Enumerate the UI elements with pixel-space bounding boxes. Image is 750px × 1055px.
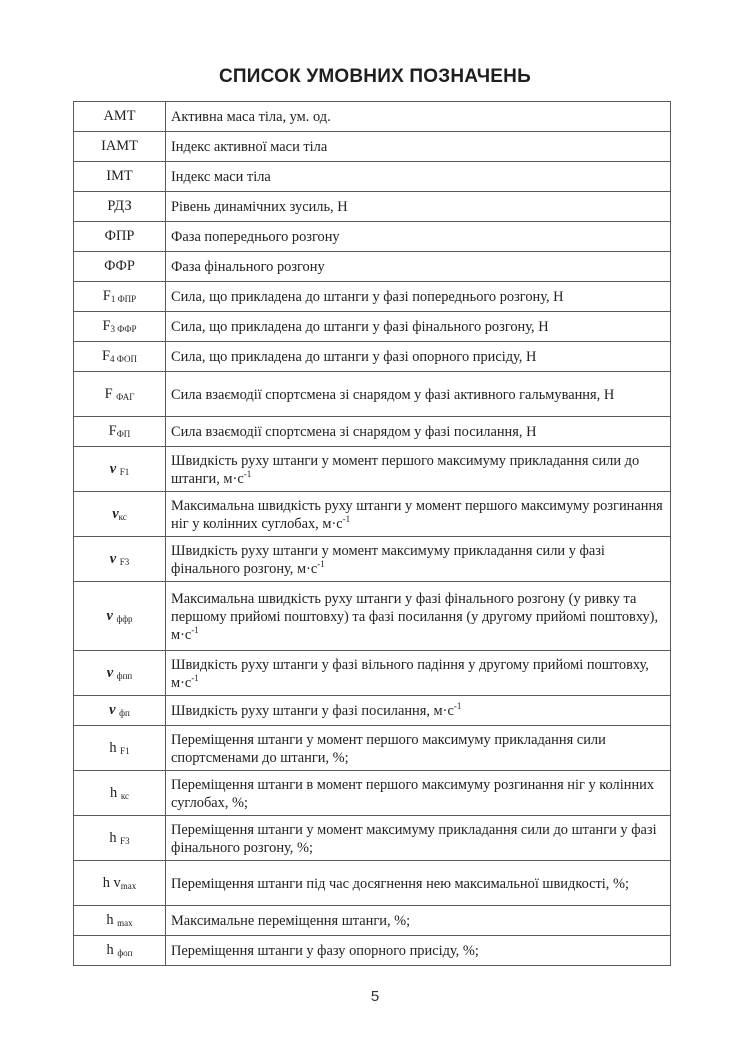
description-cell (166, 252, 671, 282)
symbol-cell (74, 417, 166, 447)
description-text: Рівень динамічних зусиль, Н (171, 199, 348, 215)
symbol-cell (74, 132, 166, 162)
description-text: Фаза попереднього розгону (171, 229, 340, 245)
symbol-cell (74, 447, 166, 492)
symbol-text: h (106, 912, 118, 928)
symbol-text: F (102, 318, 111, 334)
symbol-cell (74, 102, 166, 132)
symbol-text: ФПР (104, 228, 135, 244)
table-row (74, 582, 671, 651)
symbol-text: ФФР (104, 258, 135, 274)
table-row (74, 816, 671, 861)
unit-superscript: -1 (191, 672, 199, 683)
table-row (74, 102, 671, 132)
table-row (74, 417, 671, 447)
description-cell (166, 771, 671, 816)
description-text: Переміщення штанги у момент першого максимуму прикладання сили спортсменами до штанги, %; (171, 731, 606, 766)
symbol-subscript: F1 (119, 466, 130, 477)
description-text: Фаза фінального розгону (171, 259, 325, 275)
description-cell (166, 312, 671, 342)
description-text: Сила, що прикладена до штанги у фазі опорного присіду, Н (171, 349, 537, 365)
description-text: Сила, що прикладена до штанги у фазі фінального розгону, Н (171, 319, 549, 335)
symbol-cell (74, 936, 166, 966)
description-text: Сила взаємодії спортсмена зі снарядом у фазі посилання, Н (171, 424, 537, 440)
table-row (74, 192, 671, 222)
description-text: Переміщення штанги в момент першого максимуму розгинання ніг у колінних суглобах, %; (171, 776, 655, 811)
description-text: Швидкість руху штанги у момент першого максимуму прикладання сили до штанги, м·с (171, 452, 640, 487)
unit-superscript: -1 (243, 468, 252, 479)
symbol-text: F (104, 385, 117, 402)
symbol-text: v (106, 607, 117, 624)
symbol-text: v (112, 505, 119, 522)
symbol-subscript: F3 (119, 556, 130, 567)
symbol-subscript: ффр (116, 613, 133, 624)
description-cell (166, 651, 671, 696)
description-cell (166, 222, 671, 252)
symbol-subscript: фпп (116, 670, 133, 681)
symbol-text: h (109, 739, 121, 756)
description-text: Сила взаємодії спортсмена зі снарядом у фазі активного гальмування, Н (171, 386, 615, 403)
table-row (74, 222, 671, 252)
symbol-text: АМТ (103, 108, 136, 124)
description-cell (166, 162, 671, 192)
description-cell (166, 582, 671, 651)
table-row (74, 447, 671, 492)
description-cell (166, 102, 671, 132)
symbol-cell (74, 906, 166, 936)
description-text: Індекс активної маси тіла (171, 139, 328, 155)
symbol-text: РДЗ (107, 198, 132, 214)
description-text: Максимальне переміщення штанги, %; (171, 913, 411, 929)
table-row (74, 906, 671, 936)
description-cell (166, 936, 671, 966)
description-text: Переміщення штанги у момент максимуму прикладання сили до штанги у фазі фінального розгону, %; (171, 821, 657, 856)
symbol-text: v (109, 702, 120, 718)
description-text: Переміщення штанги у фазу опорного присіду, %; (171, 943, 479, 959)
symbol-subscript: 3 ФФР (110, 324, 137, 334)
unit-superscript: -1 (342, 513, 351, 524)
symbol-cell (74, 252, 166, 282)
description-text: Переміщення штанги під час досягнення нею максимальної швидкості, %; (171, 875, 629, 892)
symbol-text: h (109, 829, 121, 846)
symbol-text: v (109, 550, 120, 567)
symbol-cell (74, 312, 166, 342)
symbol-cell (74, 726, 166, 771)
table-row (74, 342, 671, 372)
table-row (74, 771, 671, 816)
description-cell (166, 342, 671, 372)
symbol-cell (74, 492, 166, 537)
symbol-cell (74, 282, 166, 312)
table-row (74, 726, 671, 771)
description-text: Максимальна швидкість руху штанги у момент першого максимуму розгинання ніг у колінних суглобах, м·с (171, 497, 663, 532)
symbol-text: v (109, 460, 120, 477)
description-cell (166, 417, 671, 447)
description-cell (166, 492, 671, 537)
table-row (74, 132, 671, 162)
description-cell (166, 132, 671, 162)
symbol-subscript: кс (118, 511, 127, 522)
table-row (74, 372, 671, 417)
symbol-text: h (110, 784, 121, 801)
description-cell (166, 906, 671, 936)
description-cell (166, 282, 671, 312)
table-row (74, 312, 671, 342)
description-text: Максимальна швидкість руху штанги у фазі фінального розгону (у ривку та першому прийомі поштовху) та фазі посилання (у другому прийомі поштовху), м·с (171, 590, 659, 643)
symbol-text: ІАМТ (101, 138, 138, 154)
symbol-cell (74, 192, 166, 222)
table-row (74, 651, 671, 696)
description-text: Швидкість руху штанги у фазі посилання, м·с (171, 703, 454, 719)
symbol-cell (74, 162, 166, 192)
unit-superscript: -1 (191, 624, 199, 635)
description-cell (166, 726, 671, 771)
symbol-cell (74, 537, 166, 582)
page-number: 5 (370, 988, 380, 1005)
symbol-subscript: ФП (116, 429, 131, 439)
description-text: Швидкість руху штанги у фазі вільного падіння у другому прийомі поштовху, м·с (171, 656, 649, 691)
description-cell (166, 372, 671, 417)
description-cell (166, 816, 671, 861)
symbol-subscript: кс (120, 790, 129, 801)
description-cell (166, 192, 671, 222)
description-text: Сила, що прикладена до штанги у фазі попереднього розгону, Н (171, 289, 564, 305)
table-row (74, 252, 671, 282)
description-cell (166, 447, 671, 492)
symbol-subscript: F3 (120, 835, 130, 846)
unit-superscript: -1 (317, 558, 325, 569)
table-row (74, 162, 671, 192)
symbol-subscript: ФАГ (116, 391, 135, 402)
symbol-cell (74, 372, 166, 417)
symbol-text: F (102, 348, 111, 364)
symbol-subscript: фп (119, 708, 130, 718)
symbol-subscript: фоп (117, 948, 133, 958)
description-text: Активна маса тіла, ум. од. (171, 109, 331, 125)
symbol-text: h (106, 942, 118, 958)
table-row (74, 936, 671, 966)
symbol-subscript: F1 (120, 745, 130, 756)
table-row (74, 282, 671, 312)
symbol-text: F (108, 423, 117, 439)
symbol-text: v (106, 664, 117, 681)
symbol-cell (74, 582, 166, 651)
abbreviations-table (73, 101, 671, 966)
description-cell (166, 696, 671, 726)
symbol-subscript: max (117, 918, 133, 928)
description-text: Індекс маси тіла (171, 169, 271, 185)
table-row (74, 492, 671, 537)
symbol-cell (74, 222, 166, 252)
description-text: Швидкість руху штанги у момент максимуму прикладання сили у фазі фінального розгону, м·с (171, 542, 605, 577)
symbol-text: ІМТ (106, 168, 133, 184)
description-cell (166, 537, 671, 582)
symbol-cell (74, 651, 166, 696)
table-row (74, 861, 671, 906)
page-title: СПИСОК УМОВНИХ ПОЗНАЧЕНЬ (219, 66, 531, 87)
symbol-cell (74, 696, 166, 726)
symbol-cell (74, 861, 166, 906)
unit-superscript: -1 (453, 701, 462, 711)
description-cell (166, 861, 671, 906)
table-row (74, 537, 671, 582)
table-row (74, 696, 671, 726)
symbol-text: h v (102, 874, 121, 891)
symbol-cell (74, 816, 166, 861)
symbol-subscript: max (120, 880, 137, 891)
symbol-subscript: 4 ФОП (110, 354, 137, 364)
symbol-text: F (102, 288, 111, 304)
symbol-cell (74, 342, 166, 372)
symbol-subscript: 1 ФПР (110, 294, 137, 304)
symbol-cell (74, 771, 166, 816)
